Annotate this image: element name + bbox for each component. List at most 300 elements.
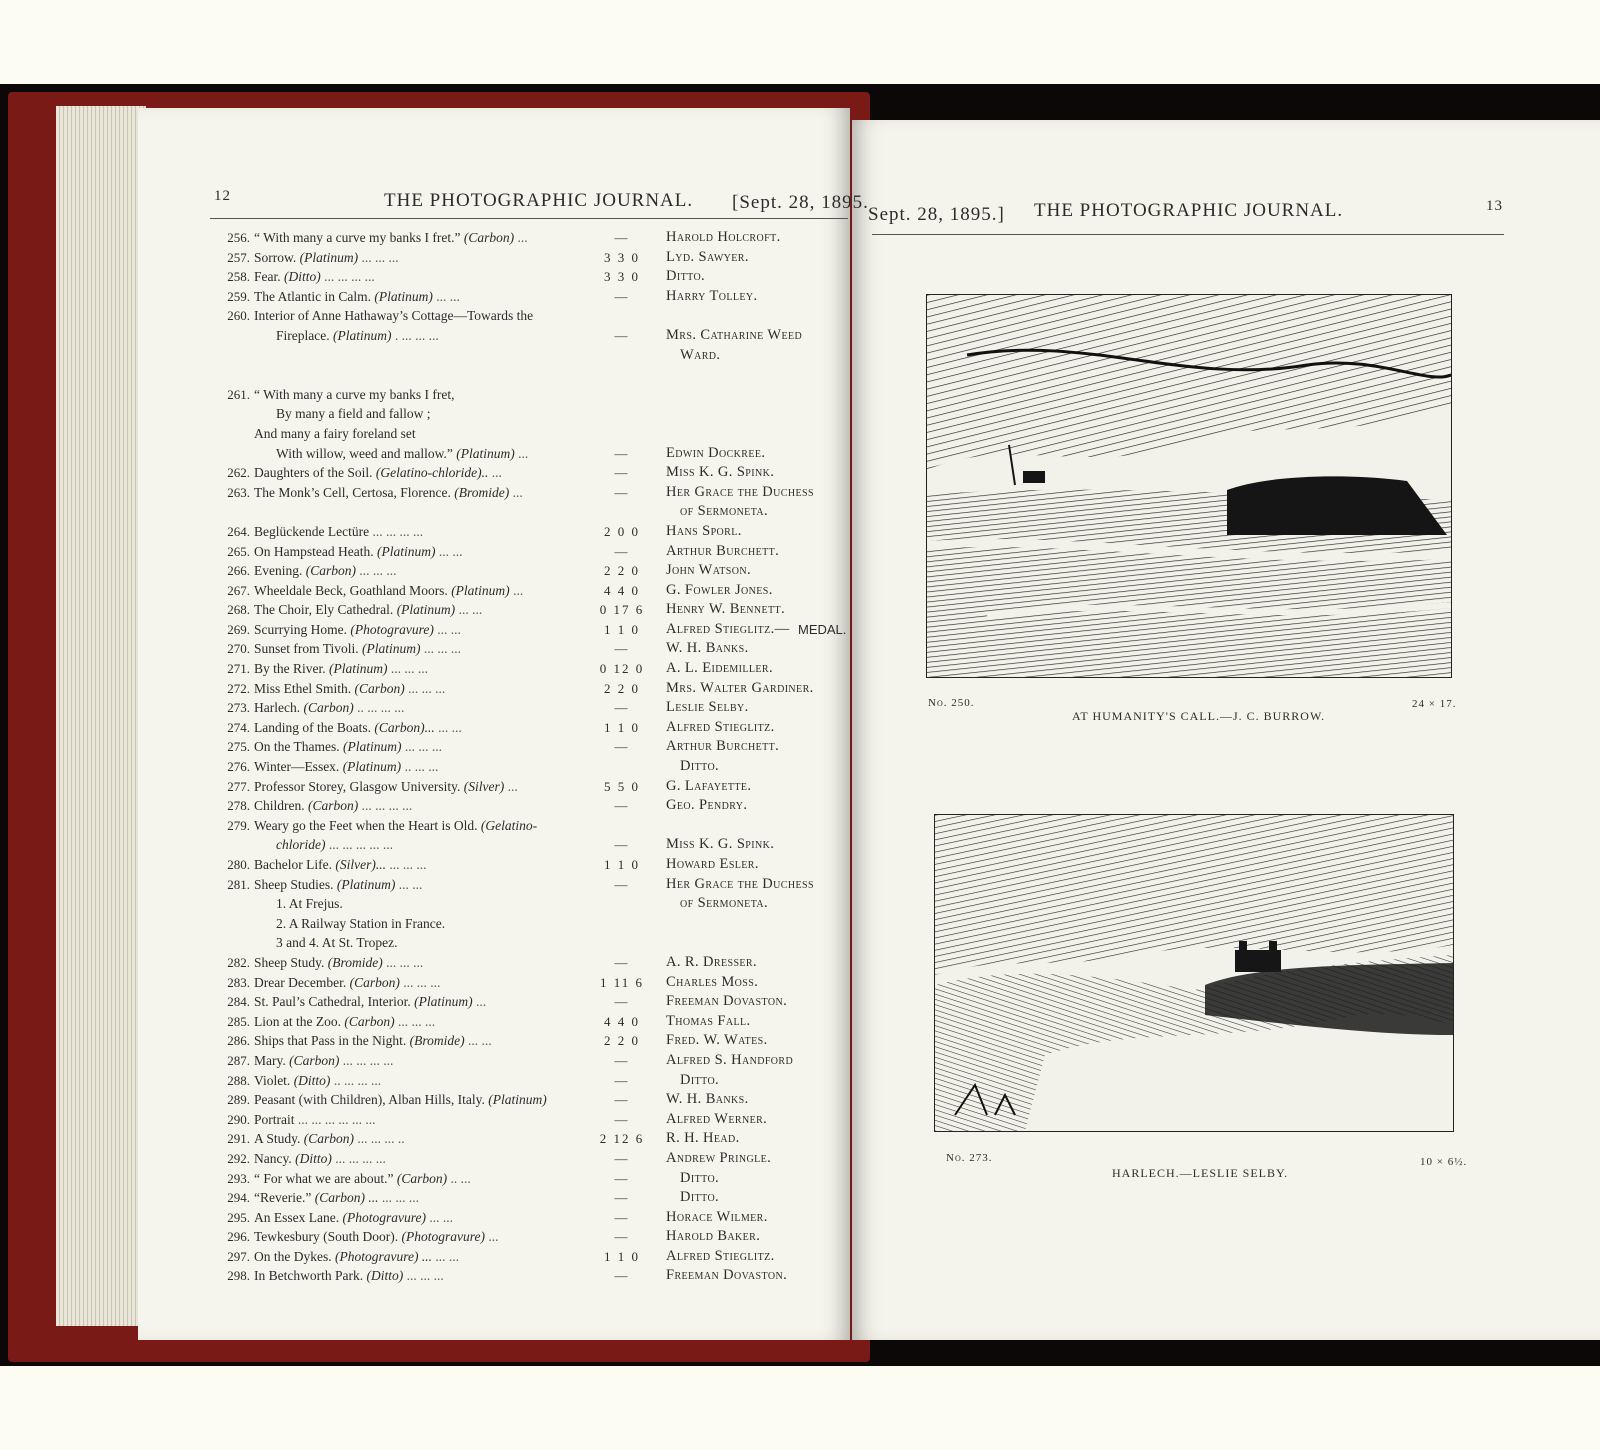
entry-author: Harry Tolley.	[666, 287, 758, 304]
entry-title-text: The Choir, Ely Cathedral.	[254, 602, 394, 618]
entry-number: 290.	[227, 1111, 250, 1127]
entry-author: John Watson.	[666, 562, 752, 579]
entry-title	[254, 463, 502, 483]
entry-leader: ... ... ... ...	[324, 269, 375, 285]
entry-title-text: Mary.	[254, 1052, 286, 1068]
entry-price: 2 2 0	[604, 563, 640, 579]
list-item	[210, 600, 850, 620]
entry-process: (Carbon)	[303, 700, 354, 716]
entry-process: (Platinum)	[299, 249, 359, 265]
list-item	[210, 757, 850, 777]
entry-number: 265.	[227, 543, 250, 559]
left-page-number: 12	[214, 188, 231, 204]
entry-leader: ... ...	[437, 621, 461, 637]
entry-author: W. H. Banks.	[666, 640, 749, 657]
list-item	[210, 894, 850, 914]
entry-title-text: The Atlantic in Calm.	[254, 288, 371, 304]
entry-number: 262.	[227, 465, 250, 481]
entry-title	[254, 542, 462, 562]
entry-process: (Carbon)	[303, 1131, 355, 1147]
entry-leader: ... ... ...	[390, 661, 428, 677]
entry-title-text: By many a field and fallow ;	[276, 406, 431, 422]
list-item	[210, 875, 850, 895]
entry-author: Alfred Stieglitz.	[666, 718, 775, 735]
entry-leader: ...	[512, 484, 523, 500]
entry-title-text: On the Thames.	[254, 739, 340, 755]
entry-title	[276, 835, 393, 855]
entry-number: 293.	[227, 1170, 250, 1186]
list-item	[210, 1169, 850, 1189]
entry-price: —	[614, 1072, 630, 1088]
entry-title	[254, 581, 523, 601]
entry-title-text: Landing of the Boats.	[254, 719, 371, 735]
entry-author: Alfred S. Handford	[666, 1051, 794, 1068]
entry-title	[254, 659, 428, 679]
list-item	[210, 287, 850, 307]
entry-number: 267.	[227, 582, 250, 598]
page-edges	[56, 106, 146, 1326]
catalogue-list	[210, 228, 850, 1286]
entry-process: (Ditto)	[366, 1268, 404, 1284]
entry-title	[254, 757, 438, 777]
list-item	[210, 1110, 850, 1130]
entry-author: Alfred Stieglitz.	[666, 1247, 775, 1264]
entry-number: 257.	[227, 249, 250, 265]
entry-title	[254, 1208, 453, 1228]
entry-leader: ... ...	[458, 602, 483, 618]
entry-title-text: Professor Storey, Glasgow University.	[254, 778, 461, 794]
entry-price: —	[614, 1150, 630, 1166]
entry-number: 273.	[227, 700, 250, 716]
entry-title	[254, 953, 423, 973]
entry-title-text: An Essex Lane.	[254, 1209, 340, 1225]
entry-author: Thomas Fall.	[666, 1012, 751, 1029]
harlech-engraving	[935, 815, 1453, 1131]
entry-leader: ... ... ... ...	[335, 1150, 386, 1166]
entry-title-text: Bachelor Life.	[254, 857, 332, 872]
entry-author: Her Grace the Duchess	[666, 483, 814, 500]
entry-title-text: Drear December.	[254, 974, 347, 990]
entry-process: (Ditto)	[295, 1150, 332, 1166]
entry-author: Fred. W. Wates.	[666, 1032, 768, 1049]
entry-title-text: Ships that Pass in the Night.	[254, 1033, 407, 1049]
medal-label: MEDAL.	[798, 621, 847, 637]
list-item	[210, 718, 850, 738]
entry-title-text: And many a fairy foreland set	[254, 425, 416, 441]
entry-title	[254, 973, 440, 993]
entry-title-text: Fear.	[254, 269, 281, 285]
entry-author: R. H. Head.	[666, 1130, 740, 1147]
entry-leader: ... ... ...	[381, 1190, 419, 1206]
entry-author: Mrs. Walter Gardiner.	[666, 679, 814, 696]
entry-author: Lyd. Sawyer.	[666, 248, 749, 265]
entry-title	[276, 326, 439, 346]
entry-title	[254, 1266, 444, 1286]
entry-number: 286.	[227, 1033, 250, 1049]
entry-process: (Platinum)	[329, 661, 388, 677]
entry-title-text: Children.	[254, 798, 305, 814]
entry-price: 4 4 0	[604, 582, 640, 598]
list-item	[210, 953, 850, 973]
entry-price: 2 0 0	[604, 523, 640, 539]
entry-number: 280.	[227, 857, 250, 872]
entry-title-text: Weary go the Feet when the Heart is Old.	[254, 817, 478, 833]
entry-number: 264.	[227, 523, 250, 539]
entry-process: (Platinum)	[374, 288, 433, 304]
entry-process: (Platinum)	[342, 759, 402, 775]
entry-number: 272.	[227, 680, 250, 696]
list-item	[210, 346, 850, 366]
entry-price: 2 2 0	[604, 1033, 640, 1049]
list-item	[210, 973, 850, 993]
list-item	[210, 679, 850, 699]
entry-author-continued: Ditto.	[680, 1189, 720, 1206]
entry-price: —	[614, 1268, 630, 1284]
entry-number: 268.	[227, 602, 250, 618]
entry-price: —	[614, 994, 630, 1010]
entry-price: —	[614, 230, 630, 245]
entry-price: —	[614, 1229, 630, 1245]
entry-title-text: Fireplace.	[276, 327, 330, 343]
entry-process: (Gelatino-	[480, 817, 538, 833]
entry-title	[254, 698, 404, 718]
entry-title	[254, 1129, 405, 1149]
entry-title-text: Tewkesbury (South Door).	[254, 1229, 399, 1245]
entry-title	[254, 796, 412, 816]
entry-price: —	[614, 876, 630, 892]
list-item	[210, 1031, 850, 1051]
left-header-rule	[210, 218, 848, 219]
plate-image-harlech	[934, 814, 1454, 1132]
plate-1-size: 24 × 17.	[1412, 698, 1457, 710]
list-item	[210, 1149, 850, 1169]
entry-author: Freeman Dovaston.	[666, 1267, 788, 1284]
list-item	[210, 639, 850, 659]
entry-leader: ... ...	[398, 876, 423, 892]
entry-number: 288.	[227, 1072, 250, 1088]
entry-title-text: 2. A Railway Station in France.	[276, 915, 446, 931]
entry-process: (Platinum)	[362, 641, 421, 657]
entry-process: (Carbon)	[463, 230, 515, 245]
entry-author: A. L. Eidemiller.	[666, 660, 773, 677]
list-item	[210, 483, 850, 503]
entry-process: (Platinum)	[396, 602, 456, 618]
entry-process: (Carbon)	[305, 563, 356, 579]
entry-title	[254, 1188, 419, 1208]
entry-leader: ... ...	[438, 543, 463, 559]
entry-process: (Carbon)	[289, 1052, 340, 1068]
entry-number: 282.	[227, 954, 250, 970]
list-item	[210, 561, 850, 581]
entry-number: 298.	[227, 1268, 250, 1284]
entry-title	[254, 424, 416, 444]
entry-title	[276, 444, 528, 464]
entry-price: 1 1 0	[604, 621, 640, 637]
list-item	[210, 404, 850, 424]
entry-leader: ...	[475, 994, 487, 1010]
entry-price: —	[614, 1092, 630, 1108]
entry-title-text: On the Dykes.	[254, 1248, 332, 1264]
entry-price: —	[614, 1190, 630, 1206]
entry-author-continued: Ditto.	[680, 758, 720, 775]
list-item	[210, 1227, 850, 1247]
list-item	[210, 1071, 850, 1091]
entry-author-continued: of Sermoneta.	[680, 503, 769, 520]
entry-process: (Bromide)	[409, 1033, 465, 1049]
entry-title	[254, 816, 537, 836]
entry-title-text: “Reverie.”	[254, 1190, 312, 1206]
entry-process: (Carbon)	[354, 680, 405, 696]
entry-author-continued: of Sermoneta.	[680, 895, 769, 912]
entry-title-text: By the River.	[254, 661, 326, 677]
entry-price: 1 1 0	[604, 1248, 640, 1264]
entry-title	[254, 228, 528, 248]
entry-title-text: Sorrow.	[254, 249, 297, 265]
entry-title	[254, 992, 486, 1012]
entry-leader: ...	[518, 445, 529, 461]
entry-author: W. H. Banks.	[666, 1091, 749, 1108]
entry-process: (Photogravure)	[401, 1229, 486, 1245]
entry-leader: ...	[507, 778, 518, 794]
entry-author: Harold Baker.	[666, 1228, 761, 1245]
entry-title-text: With willow, weed and mallow.”	[276, 445, 453, 461]
entry-leader: ...	[517, 230, 528, 245]
entry-price: 1 1 0	[604, 857, 640, 872]
right-header-rule	[872, 234, 1504, 235]
entry-leader: ... ...	[429, 1209, 453, 1225]
entry-number: 269.	[227, 621, 250, 637]
entry-title-text: chloride)	[276, 837, 326, 853]
entry-title-text: Evening.	[254, 563, 303, 579]
entry-price: —	[614, 1052, 630, 1068]
entry-title	[254, 620, 461, 640]
list-item	[210, 522, 850, 542]
entry-author: G. Lafayette.	[666, 777, 752, 794]
entry-price: —	[614, 641, 630, 657]
plate-2-size: 10 × 6½.	[1420, 1156, 1468, 1168]
entry-leader: ... ... ...	[386, 954, 424, 970]
entry-number: 279.	[227, 817, 250, 833]
entry-title-text: On Hampstead Heath.	[254, 543, 374, 559]
entry-title	[254, 248, 399, 268]
entry-leader: .. ... ...	[404, 759, 439, 775]
entry-title-text: 3 and 4. At St. Tropez.	[276, 935, 398, 951]
entry-title	[254, 855, 426, 875]
entry-process: (Carbon)	[396, 1170, 448, 1186]
entry-leader: .. ... ... ...	[333, 1072, 382, 1088]
entry-author: A. R. Dresser.	[666, 953, 758, 970]
entry-title	[254, 600, 482, 620]
entry-number: 278.	[227, 798, 250, 814]
list-item	[210, 542, 850, 562]
entry-number: 283.	[227, 974, 250, 990]
entry-number: 260.	[227, 308, 250, 324]
entry-title-text: Interior of Anne Hathaway’s Cottage—Towards the	[254, 308, 534, 324]
entry-author-continued: Ditto.	[680, 1169, 720, 1186]
entry-title	[254, 875, 422, 895]
entry-price: —	[614, 700, 630, 716]
entry-price: —	[614, 327, 630, 343]
entry-number: 289.	[227, 1092, 250, 1108]
entry-process: (Carbon)	[349, 974, 400, 990]
entry-title	[254, 1247, 459, 1267]
entry-title	[254, 777, 518, 797]
entry-process: (Ditto)	[293, 1072, 331, 1088]
entry-leader: ... ... ...	[389, 857, 427, 872]
entry-number: 281.	[227, 876, 250, 892]
entry-title	[254, 1090, 547, 1110]
entry-title	[276, 404, 430, 424]
entry-author: Henry W. Bennett.	[666, 601, 786, 618]
entry-price: 1 1 0	[604, 719, 640, 735]
entry-leader: ... ... ...	[423, 641, 462, 657]
entry-price: 5 5 0	[604, 778, 640, 794]
entry-title-text: A Study.	[254, 1131, 301, 1147]
right-header-title: THE PHOTOGRAPHIC JOURNAL.	[1034, 200, 1344, 221]
entry-title	[254, 1110, 376, 1130]
entry-title	[254, 385, 455, 405]
entry-price: 0 17 6	[599, 602, 645, 618]
entry-author: G. Fowler Jones.	[666, 581, 773, 598]
list-item	[210, 698, 850, 718]
entry-price: 4 4 0	[604, 1013, 640, 1029]
list-item	[210, 248, 850, 268]
entry-author: Miss K. G. Spink.	[666, 836, 775, 853]
entry-title	[276, 914, 445, 934]
list-item	[210, 933, 850, 953]
list-item	[210, 581, 850, 601]
list-item	[210, 1266, 850, 1286]
entry-leader: ... ... ...	[359, 563, 397, 579]
entry-title-text: Scurrying Home.	[254, 621, 347, 637]
entry-leader: ... ...	[436, 288, 460, 304]
entry-process: (Carbon)	[308, 798, 359, 814]
entry-leader: .. ...	[450, 1170, 471, 1186]
entry-leader: ...	[488, 1229, 499, 1245]
entry-number: 275.	[227, 739, 250, 755]
entry-process: (Platinum)	[451, 582, 510, 598]
list-item	[210, 228, 850, 248]
list-item	[210, 365, 850, 385]
entry-title	[254, 522, 423, 542]
entry-number: 261.	[227, 386, 250, 402]
list-item	[210, 1247, 850, 1267]
entry-title-text: Peasant (with Children), Alban Hills, Italy.	[254, 1092, 485, 1108]
entry-leader: ... ... ...	[404, 739, 442, 755]
entry-title-text: Miss Ethel Smith.	[254, 680, 352, 696]
entry-author: Alfred Werner.	[666, 1110, 768, 1127]
entry-title-text: Daughters of the Soil.	[254, 465, 373, 481]
list-item	[210, 444, 850, 464]
entry-price: —	[614, 465, 630, 481]
entry-process: (Silver)	[463, 778, 505, 794]
entry-title-text: Wheeldale Beck, Goathland Moors.	[254, 582, 448, 598]
entry-price: —	[614, 837, 630, 853]
entry-title	[254, 1169, 471, 1189]
entry-title	[254, 1031, 492, 1051]
entry-price: 0 12 0	[599, 661, 645, 677]
entry-number: 277.	[227, 778, 250, 794]
entry-number: 294.	[227, 1190, 250, 1206]
list-item	[210, 816, 850, 836]
entry-title	[254, 287, 460, 307]
boats-engraving	[927, 295, 1451, 677]
list-item	[210, 326, 850, 346]
entry-leader: ... ... ... ... ...	[328, 837, 393, 853]
entry-title-text: Portrait	[254, 1111, 295, 1127]
entry-number: 276.	[227, 759, 250, 775]
entry-title-text: Sheep Study.	[254, 954, 325, 970]
entry-number: 291.	[227, 1131, 250, 1147]
entry-leader: ... ... ...	[408, 680, 446, 696]
entry-number: 271.	[227, 661, 250, 677]
entry-title	[254, 1227, 499, 1247]
entry-price: —	[614, 288, 630, 304]
list-item	[210, 267, 850, 287]
entry-title-text: Violet.	[254, 1072, 291, 1088]
entry-author: Her Grace the Duchess	[666, 875, 814, 892]
entry-price: —	[614, 1111, 630, 1127]
entry-number: 256.	[227, 230, 250, 245]
entry-leader: ... ... ... ..	[357, 1131, 405, 1147]
entry-title	[254, 1071, 381, 1091]
entry-process: (Carbon)	[344, 1013, 395, 1029]
entry-number: 266.	[227, 563, 250, 579]
entry-author: Andrew Pringle.	[666, 1149, 772, 1166]
entry-title-text: St. Paul’s Cathedral, Interior.	[254, 994, 411, 1010]
entry-number: 292.	[227, 1150, 250, 1166]
list-item	[210, 306, 850, 326]
entry-leader: ... ... ... ... ... ...	[297, 1111, 376, 1127]
entry-price: —	[614, 1170, 630, 1186]
entry-author: Horace Wilmer.	[666, 1208, 768, 1225]
entry-number: 274.	[227, 719, 250, 735]
entry-number: 263.	[227, 484, 250, 500]
list-item	[210, 1188, 850, 1208]
entry-price: 2 2 0	[604, 680, 640, 696]
entry-process: (Platinum)	[336, 876, 396, 892]
entry-title	[254, 1149, 386, 1169]
entry-process: (Photogravure)	[342, 1209, 426, 1225]
list-item	[210, 777, 850, 797]
entry-author: Edwin Dockree.	[666, 444, 766, 461]
entry-process: (Bromide)	[327, 954, 383, 970]
list-item	[210, 1051, 850, 1071]
entry-process: (Carbon)...	[374, 719, 435, 735]
entry-leader: . ... ... ...	[394, 327, 439, 343]
entry-price: —	[614, 798, 630, 814]
entry-author: Leslie Selby.	[666, 699, 749, 716]
list-item	[210, 424, 850, 444]
entry-price: —	[614, 445, 630, 461]
entry-title	[254, 306, 533, 326]
entry-process: (Platinum)	[414, 994, 473, 1010]
entry-price: —	[614, 484, 630, 500]
left-header-date: [Sept. 28, 1895.	[732, 192, 869, 213]
entry-process: (Silver)...	[335, 857, 386, 872]
plate-1-number: No. 250.	[928, 697, 975, 709]
entry-title	[254, 718, 462, 738]
entry-title	[254, 1012, 435, 1032]
entry-author: Ditto.	[666, 268, 706, 285]
entry-title	[276, 933, 398, 953]
list-item	[210, 385, 850, 405]
entry-price: 1 11 6	[599, 974, 645, 990]
entry-process: (Photogravure)	[350, 621, 434, 637]
entry-title	[254, 679, 445, 699]
entry-author: Hans Sporl.	[666, 522, 742, 539]
list-item	[210, 992, 850, 1012]
